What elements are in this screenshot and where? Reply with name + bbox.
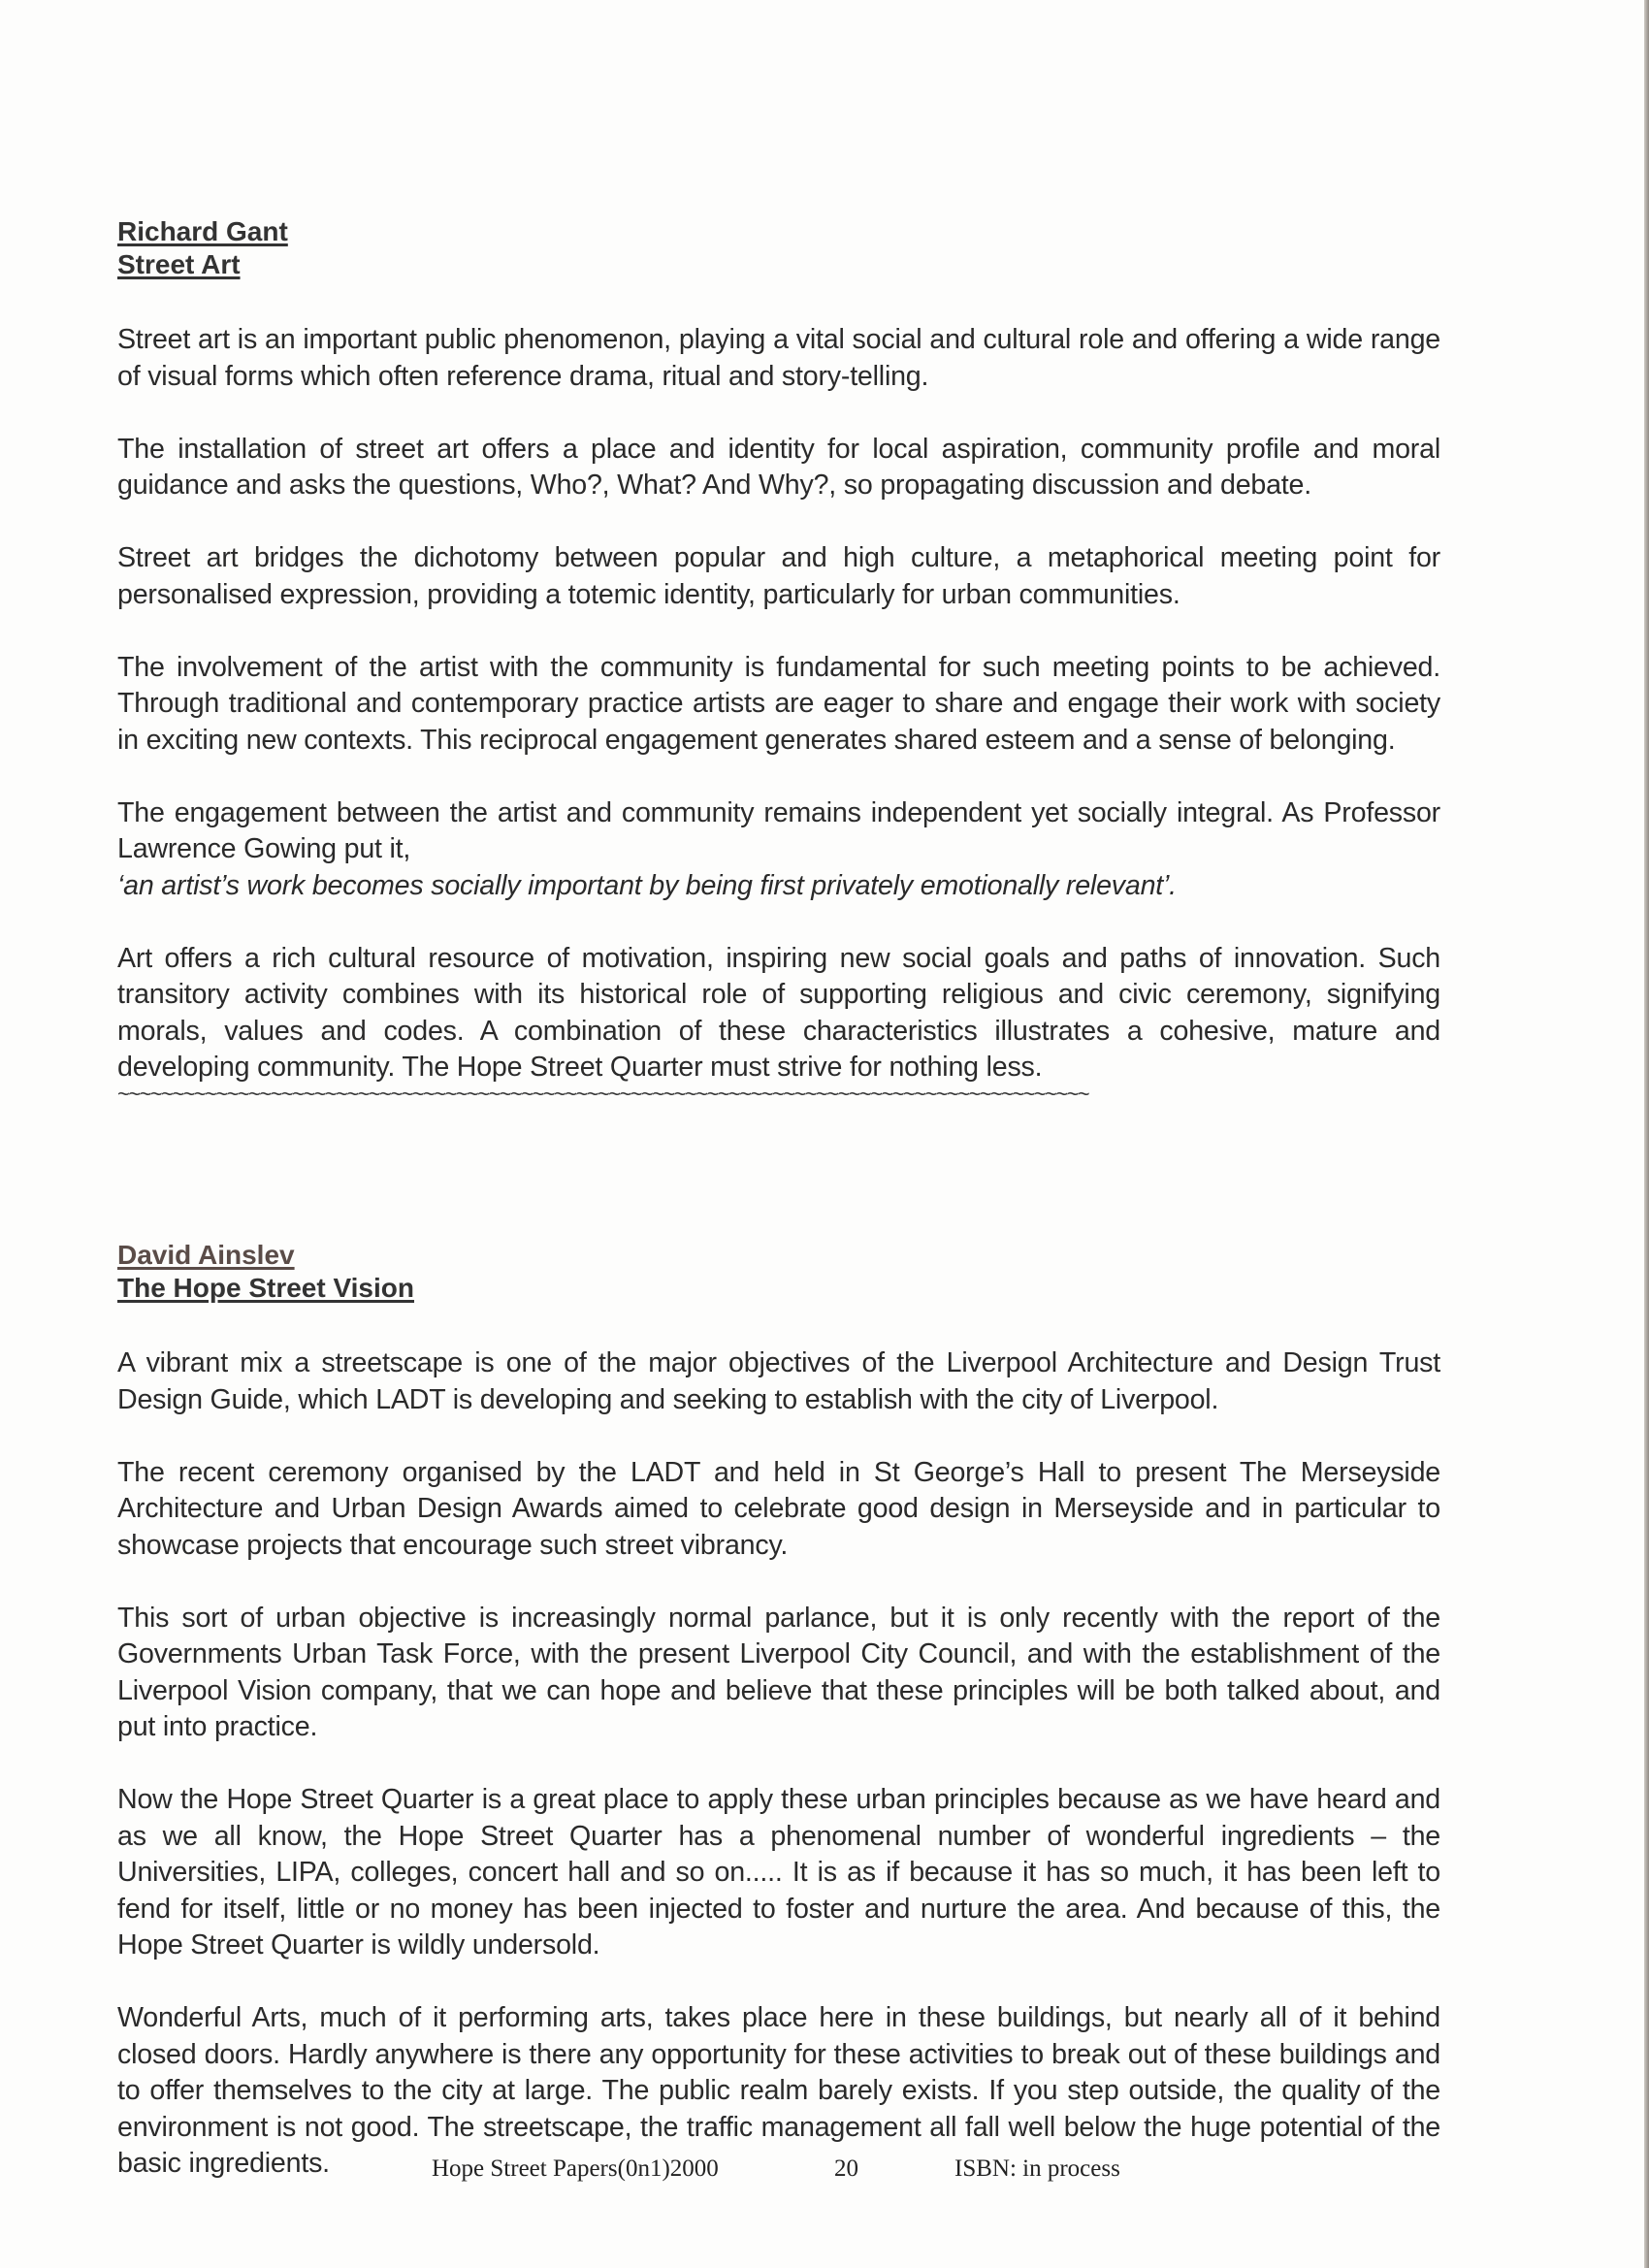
- article-street-art: [117, 215, 1440, 1104]
- paragraph-text: The engagement between the artist and community remains independent yet socially integral. As Professor Lawrence Gowing put it,: [117, 796, 1440, 864]
- paragraph: A vibrant mix a streetscape is one of the major objectives of the Liverpool Architecture and Design Trust Design Guide, which LADT is developing and seeking to establish with the city of Liverpool.: [117, 1347, 1440, 1415]
- paragraph: Wonderful Arts, much of it performing arts, takes place here in these buildings, but nearly all of it behind closed doors. Hardly anywhere is there any opportunity for these activities to break out of these buildings and to offer themselves to the city at large. The public realm barely exists. If you step outside, the quality of the environment is not good. The streetscape, the traffic management all fall well below the huge potential of the basic ingredients.: [117, 2002, 1440, 2179]
- paragraph: The installation of street art offers a place and identity for local aspiration, community profile and moral guidance and asks the questions, Who?, What? And Why?, so propagating discussion and debate.: [117, 433, 1440, 501]
- article-title: Street Art: [117, 249, 241, 279]
- author-name: David Ainslev: [117, 1240, 295, 1270]
- scan-page-edge: [1644, 0, 1649, 2268]
- quotation: ‘an artist’s work becomes socially important by being first privately emotionally relevant’.: [117, 869, 1177, 901]
- tilde-divider: ~~~~~~~~~~~~~~~~~~~~~~~~~~~~~~~~~~~~~~~~~~~~~~~~~~~~~~~~~~~~~~~~~~~~~~~~~~~~~~~~~~~~~~~~~: [117, 1084, 1089, 1104]
- article-heading: [117, 215, 1440, 281]
- paragraph: This sort of urban objective is increasingly normal parlance, but it is only recently with the report of the Governments Urban Task Force, with the present Liverpool City Council, and with the establishment of the Liverpool Vision company, that we can hope and believe that these principles will be both talked about, and put into practice.: [117, 1602, 1440, 1742]
- paragraph: Now the Hope Street Quarter is a great place to apply these urban principles because as we have heard and as we all know, the Hope Street Quarter has a phenomenal number of wonderful ingredients – the Universities, LIPA, colleges, concert hall and so on..... It is as if because it has so much, it has been left to fend for itself, little or no money has been injected to foster and nurture the area. And because of this, the Hope Street Quarter is wildly undersold.: [117, 1784, 1440, 1960]
- article-hope-street-vision: [117, 1239, 1440, 2183]
- publication-title: Hope Street Papers(0n1)2000: [432, 2155, 719, 2182]
- paragraph: The recent ceremony organised by the LADT and held in St George’s Hall to present The Merseyside Architecture and Urban Design Awards aimed to celebrate good design in Merseyside and in particular to showcase projects that encourage such street vibrancy.: [117, 1456, 1440, 1561]
- paragraph: Street art bridges the dichotomy between popular and high culture, a metaphorical meeting point for personalised expression, providing a totemic identity, particularly for urban communities.: [117, 542, 1440, 610]
- author-name: Richard Gant: [117, 216, 288, 246]
- paragraph: The involvement of the artist with the community is fundamental for such meeting points to be achieved. Through traditional and contemporary practice artists are eager to share and engage their work with society in exciting new contexts. This reciprocal engagement generates shared esteem and a sense of belonging.: [117, 651, 1440, 756]
- page-number: 20: [834, 2155, 858, 2182]
- isbn-label: ISBN: in process: [954, 2155, 1120, 2182]
- paragraph: Street art is an important public phenomenon, playing a vital social and cultural role and offering a wide range of visual forms which often reference drama, ritual and story-telling.: [117, 324, 1440, 392]
- article-title: The Hope Street Vision: [117, 1273, 414, 1303]
- paragraph: Art offers a rich cultural resource of motivation, inspiring new social goals and paths of innovation. Such transitory activity combines with its historical role of supporting religious and civic ceremony, signifying morals, values and codes. A combination of these characteristics illustrates a cohesive, mature and developing community. The Hope Street Quarter must strive for nothing less.: [117, 942, 1440, 1083]
- article-heading: [117, 1239, 1440, 1305]
- paragraph-with-quote: [117, 795, 1440, 905]
